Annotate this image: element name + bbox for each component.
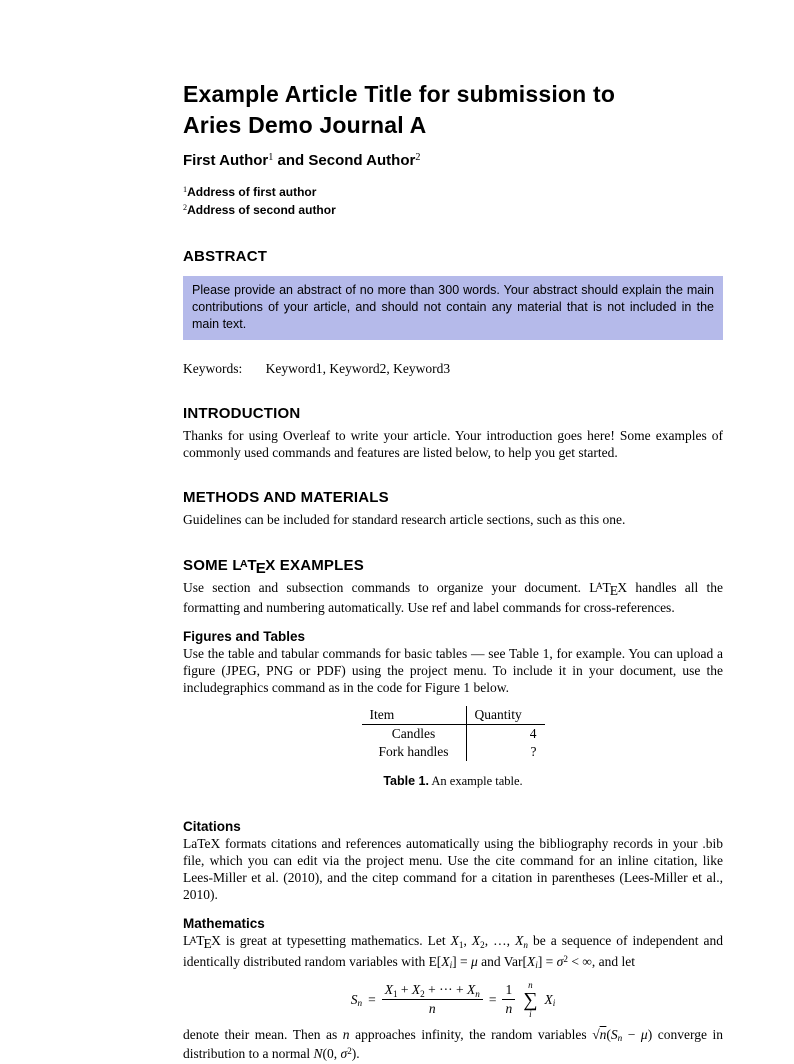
subsection-heading-citations: Citations — [183, 818, 241, 834]
table-header-item: Item — [362, 706, 467, 725]
equation-equals: = — [368, 991, 376, 1007]
latex-examples-paragraph: Use section and subsection commands to organize your document. LATEX handles all the formatting and numbering automatically. Use ref and label commands for cross-references. — [183, 579, 723, 615]
mathematics-paragraph: LATEX is great at typesetting mathematics. Let X1, X2, …, Xn be a sequence of independent and identically distributed random variables with E[Xi] = μ and $Var[Xi] = \sigma^2$ < ∞, and let — [183, 933, 724, 971]
article-column — [183, 79, 723, 1064]
abstract-box: Please provide an abstract of no more than 300 words. Your abstract should explain the main contributions of your article, and should not contain any material that is not included in the main text. — [183, 276, 723, 340]
summation-symbol: n ∑ i — [523, 979, 538, 1019]
table-cell-item: Candles — [391, 725, 436, 741]
subsection-heading-figures-tables: Figures and Tables — [183, 629, 306, 645]
table-row — [362, 743, 545, 761]
keywords-line — [183, 361, 723, 377]
keywords-label: Keywords: — [183, 361, 243, 376]
affiliations — [183, 184, 723, 220]
authors-line: First Author$^1$ and Second Author$^2$ — [183, 152, 421, 169]
fraction-one-over-n: $\frac{1}{n}$ — [502, 982, 515, 1017]
table-header-quantity: Quantity — [466, 706, 545, 725]
abstract-heading: ABSTRACT — [183, 248, 268, 265]
affiliation-2: $^2$Address of second author — [183, 203, 336, 217]
section-heading-introduction: INTRODUCTION — [183, 405, 301, 422]
table-caption-text: An example table. — [431, 773, 523, 788]
example-table — [362, 706, 545, 761]
section-heading-latex-examples: SOME LATEX EXAMPLES — [183, 556, 364, 577]
figures-tables-paragraph: Use the table and tabular commands for basic tables — see Table 1, for example. You can upload a figure (JPEG, PNG or PDF) using the project menu. To include it in your document, use the includegraphics command as in the code for Figure 1 below. — [183, 646, 723, 696]
table-cell-quantity: 4 — [466, 724, 545, 743]
table-caption-label: Table 1. — [383, 773, 429, 788]
citations-paragraph: LaTeX formats citations and references automatically using the bibliography records in your .bib file, which you can edit via the project menu. Use the cite command for an inline citation, like Lees-Miller et al. (2010), and the citep command for a citation in parentheses (Lees-Miller et al., 2010). — [183, 835, 723, 903]
affiliation-1: $^1$Address of first author — [183, 185, 317, 199]
summation-argument: Xi — [544, 991, 556, 1009]
table-cell-item: Fork handles — [378, 743, 449, 759]
introduction-paragraph: Thanks for using Overleaf to write your article. Your introduction goes here! Some examples of commonly used commands and features are listed below, to help you get started. — [183, 428, 723, 461]
fraction-sum-over-n: $\frac{X1 + X2 + \cdot\cdot\cdot + Xn}{n}$ — [382, 982, 483, 1017]
table-row — [362, 724, 545, 743]
equation-equals: = — [488, 991, 497, 1007]
equation-lhs: Sn — [350, 991, 363, 1009]
subsection-heading-mathematics: Mathematics — [183, 916, 265, 932]
table-header-row — [362, 706, 545, 725]
table-caption — [183, 774, 723, 789]
title-line-2: Aries Demo Journal A — [183, 112, 427, 138]
mathematics-closing-paragraph: denote their mean. Then as n approaches infinity, the random variables √n(Sn − μ) converge in distribution to a normal N(0, $\sigma^2$). — [183, 1026, 724, 1062]
section-heading-methods: METHODS AND MATERIALS — [183, 489, 389, 507]
article-title — [183, 79, 723, 141]
displayed-equation — [183, 981, 723, 1019]
title-line-1: Example Article Title for submission to — [183, 81, 616, 107]
keywords-value: Keyword1, Keyword2, Keyword3 — [265, 361, 451, 376]
table-1-block — [183, 706, 723, 789]
methods-paragraph: Guidelines can be included for standard research article sections, such as this one. — [183, 512, 626, 528]
table-cell-quantity: ? — [466, 743, 545, 761]
